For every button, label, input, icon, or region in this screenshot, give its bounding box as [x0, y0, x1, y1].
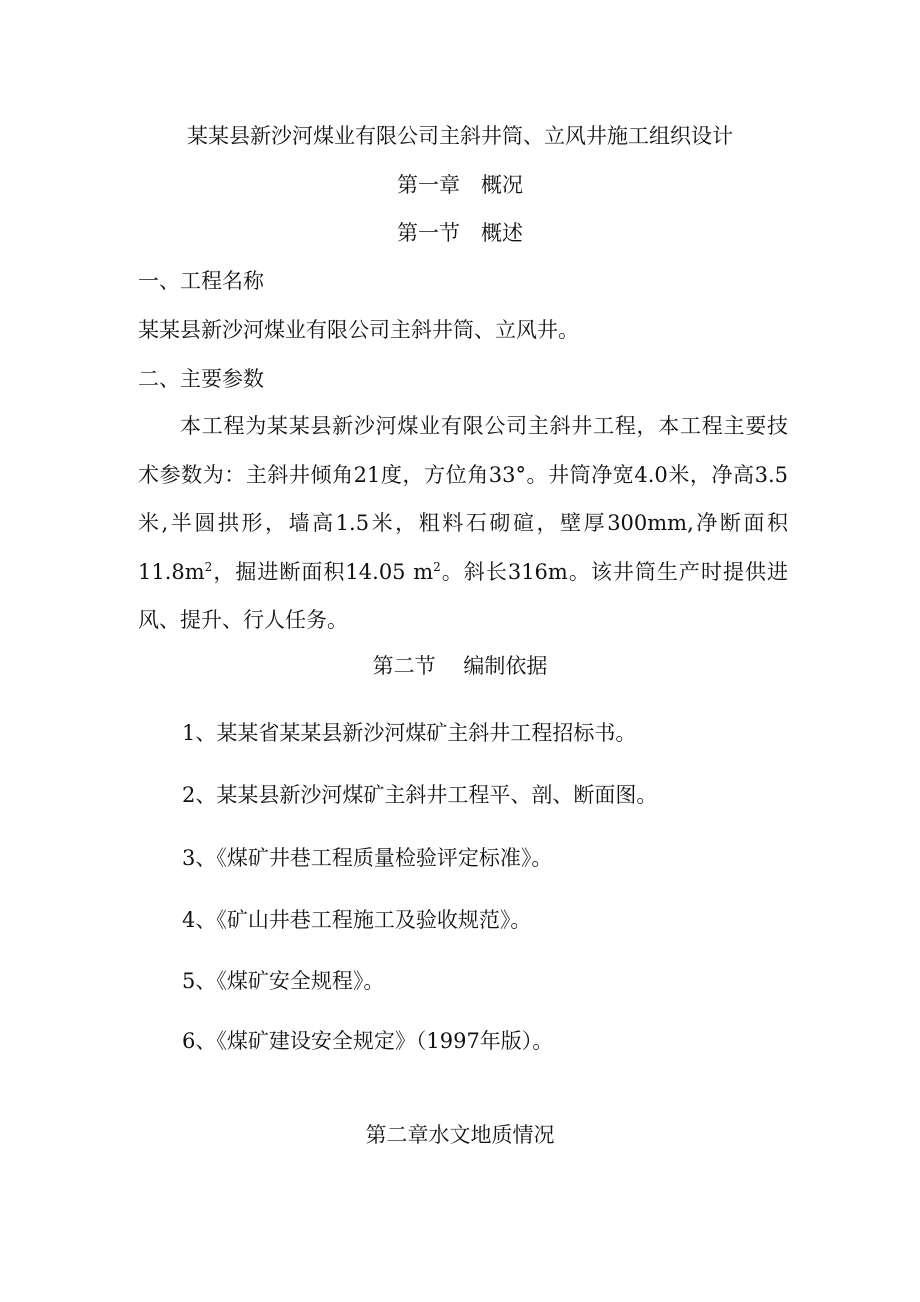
basis-item-1: 1、某某省某某县新沙河煤矿主斜井工程招标书。: [182, 721, 637, 745]
params-text-1: 本工程为某某县新沙河煤业有限公司主斜井工程，本工程主要技术参数为：主斜井倾角21度，方位角33°。井筒净宽4.0米，净高3.5米,半圆拱形，墙高1.5米，粗料石砌碹，壁厚300mm,净断面积11.8m: [138, 414, 788, 584]
basis-item-6: 6、《煤矿建设安全规定》（1997年版）。: [182, 1029, 554, 1053]
superscript-1: 2: [204, 559, 213, 574]
params-text-2: ，掘进断面积14.05 m: [212, 559, 434, 584]
heading-project-name: 一、工程名称: [138, 269, 264, 293]
chapter-2-heading: 第二章水文地质情况: [365, 1123, 555, 1147]
params-text-3: 。斜长316m。该井筒生产时提供进风、提升、行人任务。: [138, 559, 788, 632]
project-name-text: 某某县新沙河煤业有限公司主斜井筒、立风井。: [138, 318, 579, 342]
basis-item-2: 2、某某县新沙河煤矿主斜井工程平、剖、断面图。: [182, 783, 658, 807]
section-2-heading: 第二节 编制依据: [372, 654, 548, 678]
section-1-heading: 第一节 概述: [397, 221, 523, 245]
superscript-2: 2: [433, 559, 441, 574]
basis-item-5: 5、《煤矿安全规程》。: [182, 969, 385, 993]
basis-item-4: 4、《矿山井巷工程施工及验收规范》。: [182, 908, 532, 932]
chapter-1-heading: 第一章 概况: [397, 173, 523, 197]
document-title: 某某县新沙河煤业有限公司主斜井筒、立风井施工组织设计: [187, 124, 733, 148]
heading-main-params: 二、主要参数: [138, 367, 264, 391]
basis-item-3: 3、《煤矿井巷工程质量检验评定标准》。: [182, 846, 553, 870]
main-params-paragraph: [138, 402, 788, 645]
